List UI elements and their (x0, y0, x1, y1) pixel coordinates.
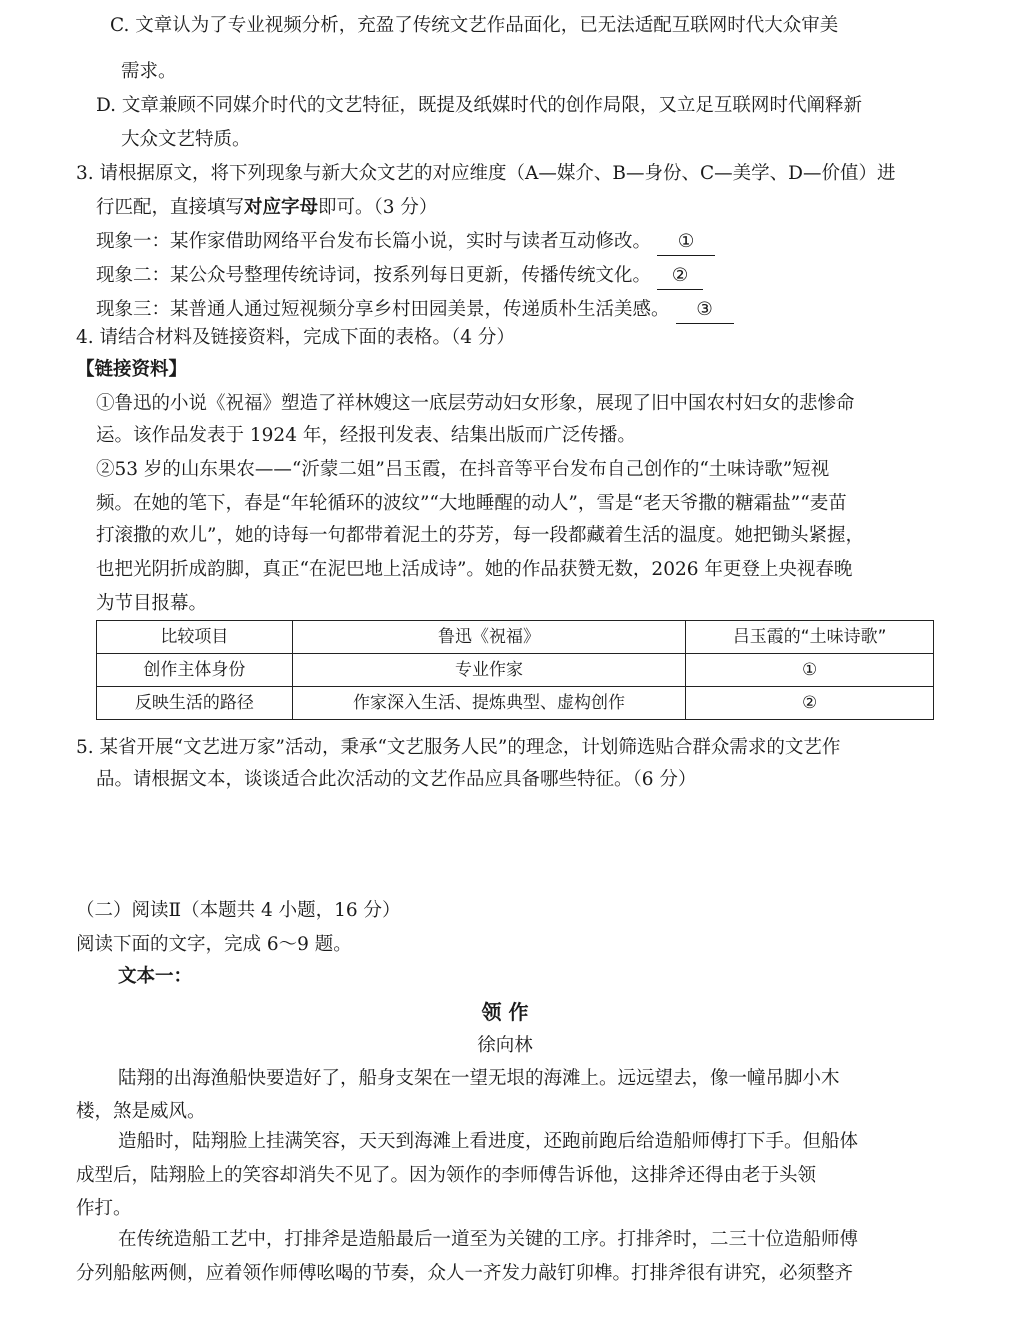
link-material-2-line-3: 打滚撒的欢儿”，她的诗每一句都带着泥土的芬芳，每一段都藏着生活的温度。她把锄头紧握， (96, 525, 864, 546)
link-material-2-line-2: 频。在她的笔下，春是“年轮循环的波纹”“大地睡醒的动人”，雪是“老天爷撒的糖霜盐”“麦苗 (96, 493, 847, 514)
q3-phenomenon-1: 现象一：某作家借助网络平台发布长篇小说，实时与读者互动修改。 ① (96, 225, 715, 259)
table-header-row (97, 621, 934, 654)
paragraph-3-cont: 分列船舷两侧，应着领作师傅吆喝的节奏，众人一齐发力敲钉卯榫。打排斧很有讲究，必须整齐 (76, 1263, 854, 1284)
link-material-1-cont: 运。该作品发表于 1924 年，经报刊发表、结集出版而广泛传播。 (96, 425, 636, 446)
text-label: 文本一： (118, 966, 193, 987)
q4-stem: 4. 请结合材料及链接资料，完成下面的表格。（4 分） (76, 327, 515, 348)
table-row (97, 654, 934, 687)
paragraph-1: 陆翔的出海渔船快要造好了，船身支架在一望无垠的海滩上。远远望去，像一幢吊脚小木 (118, 1068, 840, 1089)
answer-blank-1[interactable]: ① (657, 229, 715, 256)
q5-stem-cont: 品。请根据文本，谈谈适合此次活动的文艺作品应具备哪些特征。（6 分） (96, 769, 697, 790)
answer-cell-2[interactable]: ② (686, 687, 934, 720)
q2-option-c-tail: 需求。 (121, 61, 177, 82)
table-cell: 作家深入生活、提炼典型、虚构创作 (292, 687, 686, 720)
answer-cell-1[interactable]: ① (686, 654, 934, 687)
comparison-table (96, 620, 934, 720)
reading-instruction: 阅读下面的文字，完成 6～9 题。 (76, 934, 352, 955)
answer-blank-3[interactable]: ③ (676, 297, 734, 324)
table-cell: 反映生活的路径 (97, 687, 293, 720)
answer-blank-2[interactable]: ② (657, 263, 703, 290)
table-header: 比较项目 (97, 621, 293, 654)
story-title: 领 作 (481, 1000, 529, 1024)
link-material-2-line-4: 也把光阴折成韵脚，真正“在泥巴地上活成诗”。她的作品获赞无数，2026 年更登上央视春晚 (96, 559, 853, 580)
cut-off-line: C. 文章认为了专业视频分析，充盈了传统文艺作品面化，已无法适配互联网时代大众审美 (110, 15, 839, 36)
table-row (97, 687, 934, 720)
q3-phenomenon-2: 现象二：某公众号整理传统诗词，按系列每日更新，传播传统文化。 ② (96, 259, 703, 293)
story-author: 徐向林 (477, 1035, 533, 1056)
paragraph-2: 造船时，陆翔脸上挂满笑容，天天到海滩上看进度，还跑前跑后给造船师傅打下手。但船体 (118, 1131, 859, 1152)
table-header: 鲁迅《祝福》 (292, 621, 686, 654)
q3-stem-cont: 行匹配，直接填写对应字母即可。（3 分） (96, 197, 438, 218)
link-material-2-line-5: 为节目报幕。 (96, 593, 208, 614)
link-material-title: 【链接资料】 (76, 359, 188, 380)
table-cell: 创作主体身份 (97, 654, 293, 687)
paragraph-2-cont: 作打。 (76, 1198, 132, 1219)
q5-stem: 5. 某省开展“文艺进万家”活动，秉承“文艺服务人民”的理念，计划筛选贴合群众需求的文艺作 (76, 737, 841, 758)
table-cell: 专业作家 (292, 654, 686, 687)
table-header: 吕玉霞的“土味诗歌” (686, 621, 934, 654)
paragraph-3: 在传统造船工艺中，打排斧是造船最后一道至为关键的工序。打排斧时，二三十位造船师傅 (118, 1229, 859, 1250)
section-heading: （二）阅读Ⅱ（本题共 4 小题，16 分） (76, 900, 401, 921)
q3-phenomenon-3: 现象三：某普通人通过短视频分享乡村田园美景，传递质朴生活美感。 ③ (96, 293, 734, 327)
paragraph-1-cont: 楼，煞是威风。 (76, 1101, 206, 1122)
q3-stem: 3. 请根据原文，将下列现象与新大众文艺的对应维度（A—媒介、B—身份、C—美学、D—价值）进 (76, 163, 896, 184)
q2-option-d-cont: 大众文艺特质。 (121, 129, 251, 150)
q2-option-d: D. 文章兼顾不同媒介时代的文艺特征，既提及纸媒时代的创作局限，又立足互联网时代阐释新 (96, 95, 862, 116)
link-material-1: ①鲁迅的小说《祝福》塑造了祥林嫂这一底层劳动妇女形象，展现了旧中国农村妇女的悲惨命 (96, 393, 855, 414)
paragraph-2-cont: 成型后，陆翔脸上的笑容却消失不见了。因为领作的李师傅告诉他，这排斧还得由老于头领 (76, 1165, 817, 1186)
link-material-2: ②53 岁的山东果农——“沂蒙二姐”吕玉霞，在抖音等平台发布自己创作的“土味诗歌”短视 (96, 459, 830, 480)
